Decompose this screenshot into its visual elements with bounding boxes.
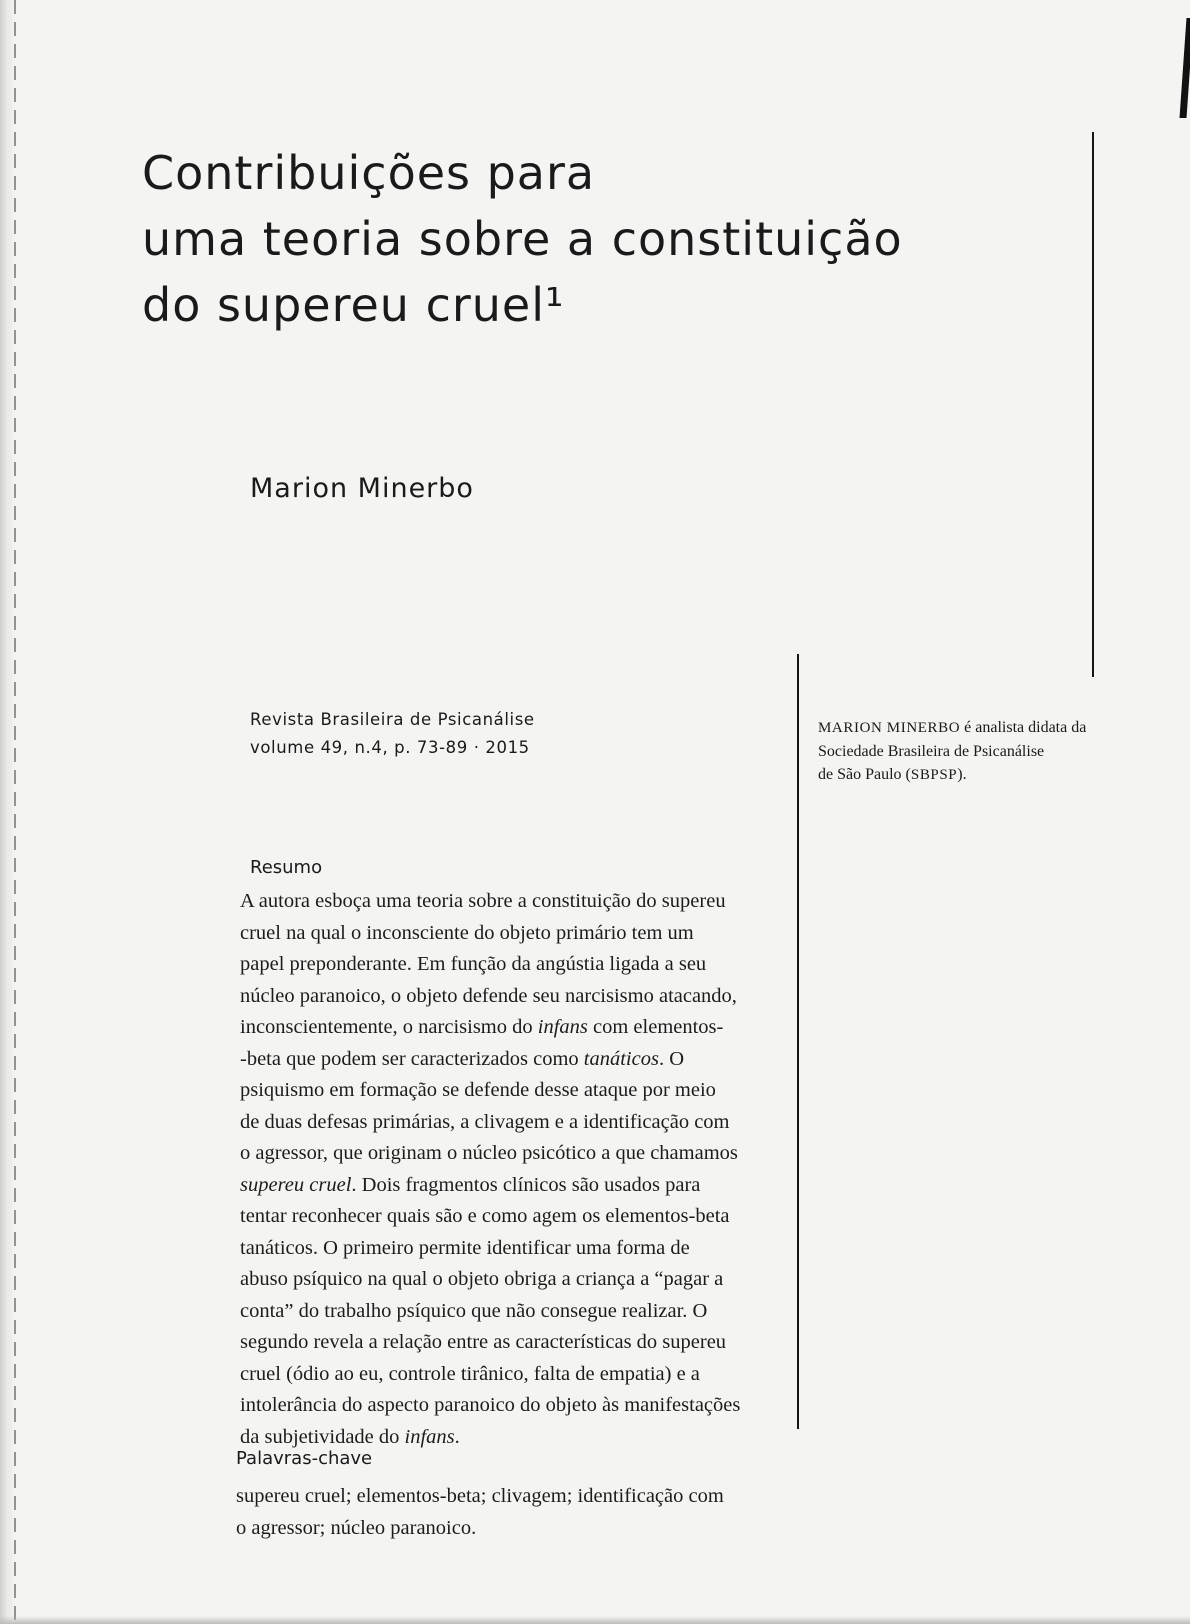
scan-left-edge-line [14,0,16,1624]
abstract-line [240,1296,780,1328]
abstract-text: . Dois fragmentos clínicos são usados para [351,1173,701,1196]
abstract-text: abuso psíquico na qual o objeto obriga a criança a “pagar a [240,1268,724,1290]
abstract-italic-term: infans [404,1425,455,1448]
abstract-line [240,1075,780,1107]
author-note-acronym: SBPSP [910,767,958,783]
abstract-text: o agressor, que originam o núcleo psicótico a que chamamos [240,1142,738,1164]
abstract-italic-term: tanáticos [583,1047,659,1070]
abstract-line [240,918,780,950]
abstract-text: cruel (ódio ao eu, controle tirânico, falta de empatia) e a [240,1362,700,1385]
vertical-rule-right [1092,132,1094,677]
abstract-text: segundo revela a relação entre as características do supereu [240,1331,727,1353]
author-note-line-2: Sociedade Brasileira de Psicanálise [818,743,1045,760]
abstract-line [240,949,780,981]
abstract-line [240,1233,780,1265]
journal-issue: volume 49, n.4, p. 73-89 · 2015 [250,738,530,757]
abstract-line [240,1138,780,1170]
abstract-line [240,1044,780,1076]
abstract-text: de duas defesas primárias, a clivagem e a identificação com [240,1110,730,1133]
abstract-text: da subjetividade do [240,1425,405,1448]
abstract-text: . [454,1425,460,1448]
article-title [142,140,1042,338]
abstract-line [240,981,780,1013]
abstract-text: núcleo paranoico, o objeto defende seu narcisismo atacando, [240,984,737,1007]
title-line-3: do supereu cruel¹ [142,278,565,332]
abstract-line [240,1359,780,1391]
abstract-heading: Resumo [250,857,323,878]
abstract-line [240,1327,780,1359]
abstract-text: cruel na qual o inconsciente do objeto primário tem um [240,921,694,944]
author-note-line-end: ). [957,766,967,783]
abstract-text: papel preponderante. Em função da angústia ligada a seu [240,953,707,975]
title-line-2: uma teoria sobre a constituição [142,212,903,266]
abstract-italic-term: supereu cruel [240,1173,352,1196]
keywords-line-1: supereu cruel; elementos-beta; clivagem; identificação com [236,1485,724,1507]
abstract-line [240,1012,780,1044]
abstract-line [240,1264,780,1296]
keywords-line-2: o agressor; núcleo paranoico. [236,1516,477,1539]
scan-top-right-mark [1180,18,1190,118]
abstract-text: inconscientemente, o narcisismo do [240,1016,538,1038]
abstract-body [240,886,780,1453]
abstract-line [240,886,780,918]
abstract-text: intolerância do aspecto paranoico do objeto às manifestações [240,1394,741,1416]
abstract-text: A autora esboça uma teoria sobre a constituição do supereu [240,890,726,912]
journal-name: Revista Brasileira de Psicanálise [250,710,535,729]
abstract-text: . O [658,1047,685,1070]
journal-citation [250,706,770,762]
abstract-text: com elementos- [587,1016,724,1038]
keywords-body [236,1481,776,1544]
abstract-text: conta” do trabalho psíquico que não consegue realizar. O [240,1299,708,1322]
abstract-text: tentar reconhecer quais são e como agem os elementos-beta [240,1205,730,1227]
keywords-heading: Palavras-chave [236,1448,373,1469]
abstract-line [240,1390,780,1422]
abstract-text: tanáticos. O primeiro permite identificar uma forma de [240,1236,690,1259]
author-note-line-1: é analista didata da [964,719,1087,736]
scan-bottom-edge [0,1616,1190,1624]
abstract-line [240,1170,780,1202]
author-affiliation-note [818,716,1108,787]
author-name: Marion Minerbo [250,473,474,504]
abstract-line [240,1201,780,1233]
author-note-name: MARION MINERBO [818,720,961,736]
vertical-rule-middle [797,654,799,1429]
author-note-line-3: de São Paulo ( [818,766,911,783]
abstract-text: psiquismo em formação se defende desse ataque por meio [240,1079,716,1101]
abstract-line [240,1107,780,1139]
title-line-1: Contribuições para [142,146,596,200]
abstract-text: -beta que podem ser caracterizados como [240,1047,584,1070]
abstract-italic-term: infans [537,1016,588,1038]
